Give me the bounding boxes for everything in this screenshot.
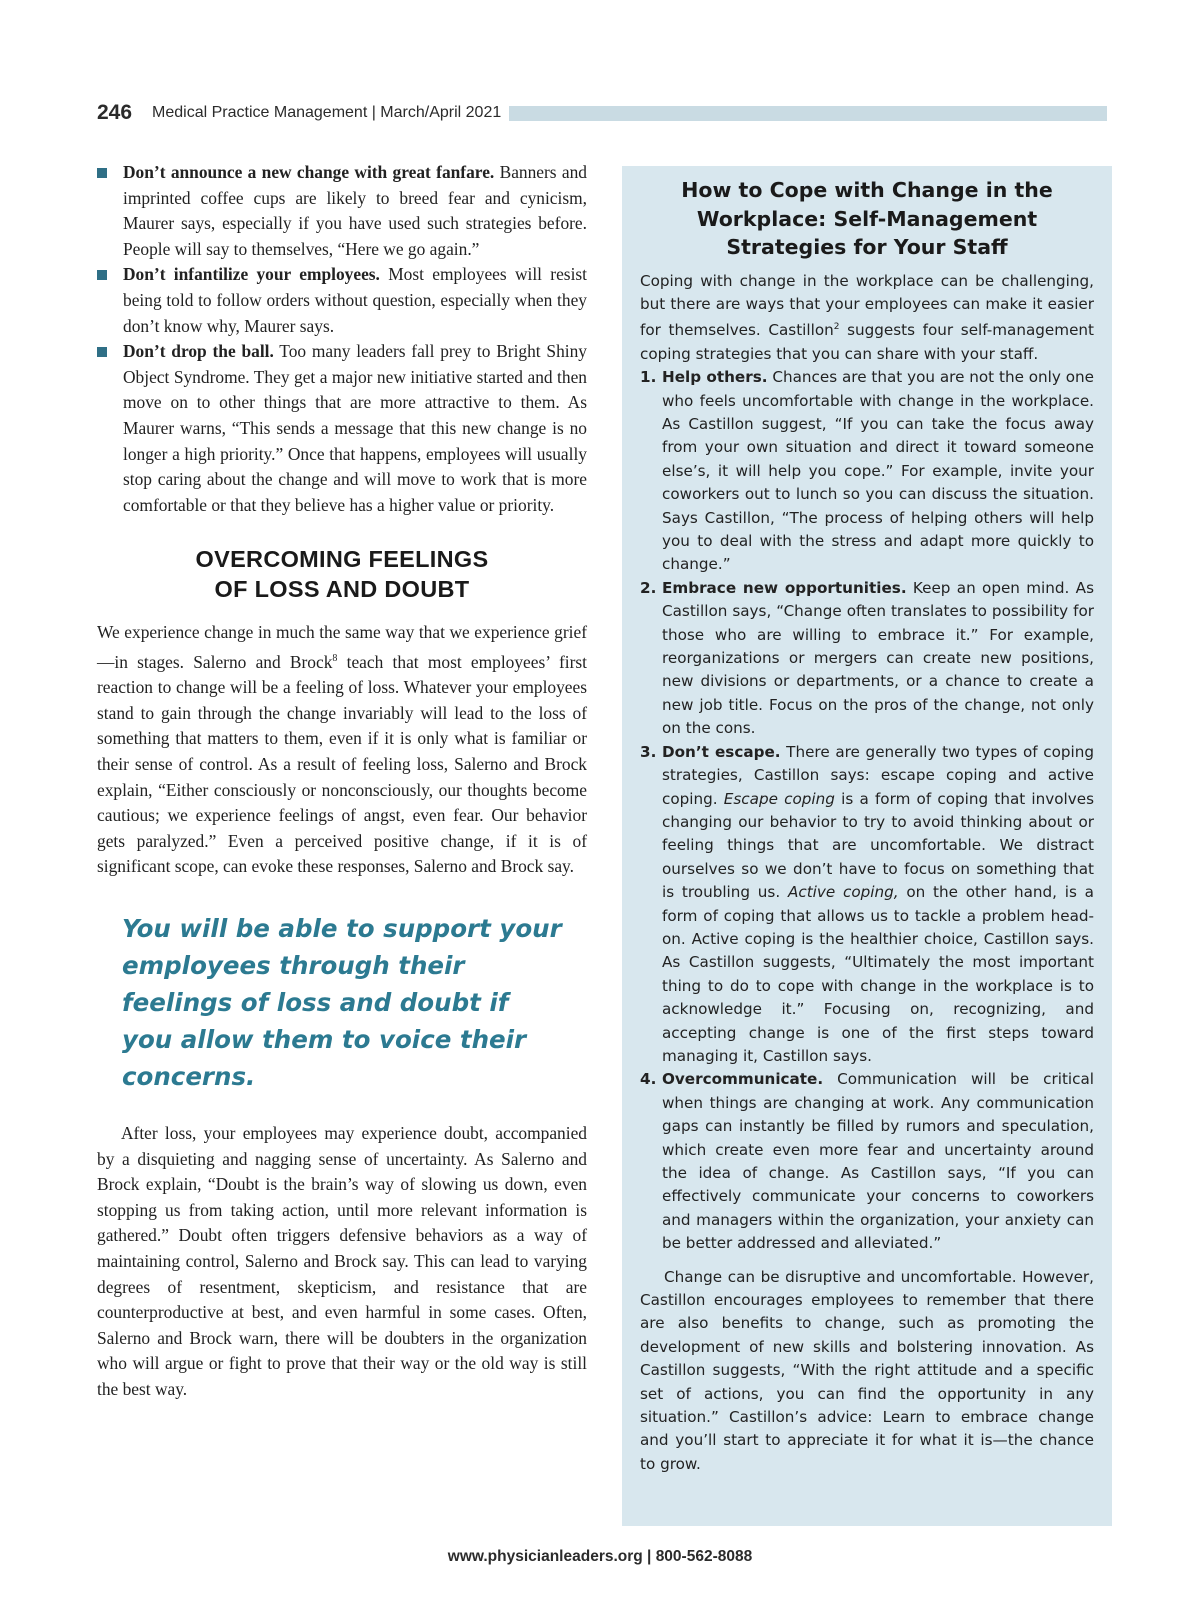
item-emphasis: Escape coping: [723, 789, 835, 808]
list-item: [640, 1068, 1094, 1255]
item-text: There are generally two types of coping strategies, Castillon says: escape coping and active coping.: [662, 742, 1095, 808]
list-item: [97, 339, 587, 518]
footnote-ref: 8: [332, 652, 338, 664]
item-number: 4.: [640, 1070, 657, 1089]
bullet-text: Most employees will resist being told to follow orders without question, especially when they don’t know why, Maurer says.: [123, 264, 588, 336]
section-heading-line: OVERCOMING FEELINGS: [195, 546, 489, 573]
item-emphasis: Active coping,: [787, 883, 899, 902]
bullet-lead: Don’t announce a new change with great fanfare.: [123, 162, 495, 182]
header-rule: [509, 106, 1107, 121]
left-column: [97, 160, 587, 1403]
item-text: is a form of coping that involves changing our behavior to try to avoid thinking about or feeling things that are uncomfortable. We distract ourselves so we don’t have to focus on something that is troubling us.: [662, 789, 1094, 902]
square-bullet-icon: [97, 347, 107, 357]
item-text: on the other hand, is a form of coping that allows us to tackle a problem head-on. Active coping is the healthier choice, Castillon says. As Castillon suggests, “Ultimately the most important thing to do to cope with change in the workplace is to acknowledge it.” Focusing on, recognizing, and accepting change is one of the first steps toward managing it, Castillon says.: [662, 883, 1094, 1065]
item-number: 3.: [640, 742, 657, 761]
body-paragraph: After loss, your employees may experience doubt, accompanied by a disquieting and nagging sense of uncertainty. As Salerno and Brock explain, “Doubt is the brain’s way of slowing us down, even stopping us from taking action, until more relevant information is gathered.” Doubt often triggers defensive behaviors as a way of maintaining control, Salerno and Brock say. This can lead to varying degrees of resentment, skepticism, and resistance that are counterproductive at best, and even harmful in some cases. Often, Salerno and Brock warn, there will be doubters in the organization who will argue or fight to prove that their way or the old way is still the best way.: [97, 1123, 587, 1399]
item-text: Chances are that you are not the only one who feels uncomfortable with change in the workplace. As Castillon suggest, “If you can take the focus away from your own situation and direct it toward someone else’s, it will help you cope.” For example, invite your coworkers out to lunch so you can discuss the situation. Says Castillon, “The process of helping others will help you to deal with the stress and adapt more quickly to change.”: [662, 368, 1094, 574]
item-text: Keep an open mind. As Castillon says, “Change often translates to possibility for those who are willing to embrace it.” For example, reorganizations or mergers can create new positions, new divisions or departments, or a chance to create a new job title. Focus on the pros of the change, not only on the cons.: [662, 578, 1094, 738]
bullet-lead: Don’t infantilize your employees.: [123, 264, 380, 285]
page-header: [97, 100, 1107, 126]
page-number: 246: [97, 101, 133, 124]
list-item: [640, 577, 1094, 741]
sidebar-closing: Change can be disruptive and uncomfortable. However, Castillon encourages employees to remember that there are also benefits to change, such as promoting the development of new skills and bolstering innovation. As Castillon suggests, “With the right attitude and a specific set of actions, you can find the opportunity in any situation.” Castillon’s advice: Learn to embrace change and you’ll start to appreciate it for what it is—the chance to grow.: [640, 1267, 1094, 1473]
item-lead: Don’t escape.: [662, 742, 781, 761]
square-bullet-icon: [97, 270, 107, 280]
bullet-text: Too many leaders fall prey to Bright Shiny Object Syndrome. They get a major new initiative started and then move on to other things that are more attractive to them. As Maurer warns, “This sends a message that this new change is no longer a high priority.” Once that happens, employees will usually stop caring about the change and will move to work that is more comfortable or that they believe has a higher value or priority.: [123, 341, 587, 515]
body-paragraph: [97, 620, 587, 880]
list-item: [97, 262, 587, 339]
journal-title: Medical Practice Management | March/April 2021: [152, 104, 502, 121]
square-bullet-icon: [97, 168, 107, 178]
item-lead: Overcommunicate.: [662, 1070, 824, 1089]
pull-quote: You will be able to support your employees through their feelings of loss and doubt if you allow them to voice their concerns.: [122, 914, 562, 1092]
page-footer: www.physicianleaders.org | 800-562-8088: [447, 1548, 753, 1565]
intro-text: Coping with change in the workplace can be challenging, but there are ways that your employees can make it easier for themselves. Castillon: [640, 271, 1094, 340]
intro-text: suggests four self-management coping strategies that you can share with your staff.: [640, 321, 1094, 363]
sidebar-intro: [640, 270, 1094, 367]
bullet-list: [97, 160, 587, 518]
paragraph-text: teach that most employees’ first reaction to change will be a feeling of loss. Whatever your employees stand to gain through the change invariably will lead to the loss of something that matters to them, even if it is only what is familiar or their sense of control. As a result of feeling loss, Salerno and Brock explain, “Either consciously or nonconsciously, our thoughts become cautious; we experience feelings of angst, even fear. Our behavior gets paralyzed.” Even a perceived positive change, if it is of significant scope, can evoke these responses, Salerno and Brock say.: [97, 651, 588, 877]
strategy-list: [640, 366, 1094, 1255]
bullet-text: Banners and imprinted coffee cups are likely to breed fear and cynicism, Maurer says, especially if you have used such strategies before. People will say to themselves, “Here we go again.”: [123, 162, 587, 259]
item-number: 1.: [640, 368, 657, 387]
paragraph-text: We experience change in much the same way that we experience grief—in stages. Salerno and Brock: [97, 622, 587, 672]
list-item: [640, 741, 1094, 1069]
sidebar-title: How to Cope with Change in the Workplace: Self-Management Strategies for Your Staff: [681, 178, 1053, 259]
section-heading-line: OF LOSS AND DOUBT: [214, 576, 470, 603]
list-item: [97, 160, 587, 262]
bullet-lead: Don’t drop the ball.: [123, 341, 274, 362]
item-text: Communication will be critical when things are changing at work. Any communication gaps can instantly be filled by rumors and speculation, which create even more fear and uncertainty around the idea of change. As Castillon says, “If you can effectively communicate your concerns to coworkers and managers within the organization, your anxiety can be better addressed and alleviated.”: [662, 1070, 1094, 1253]
item-number: 2.: [640, 578, 657, 597]
section-heading: [97, 544, 587, 604]
footnote-ref: 2: [833, 322, 840, 333]
item-lead: Help others.: [662, 368, 768, 387]
item-lead: Embrace new opportunities.: [662, 578, 907, 597]
sidebar-box: [622, 166, 1112, 1526]
list-item: [640, 366, 1094, 577]
